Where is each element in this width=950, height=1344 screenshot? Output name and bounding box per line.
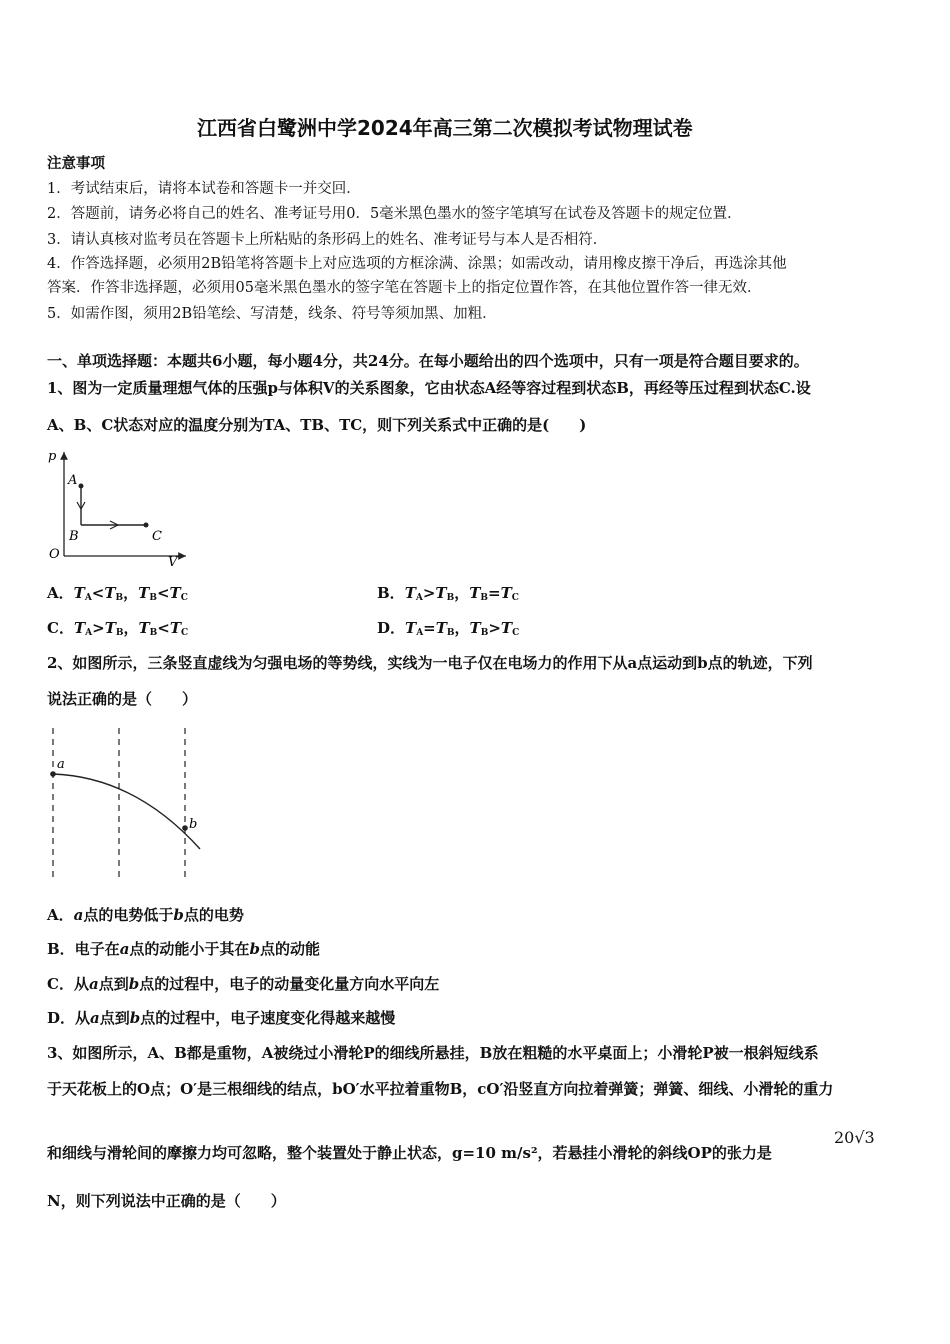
q3-stem-line: 和细线与滑轮间的摩擦力均可忽略，整个装置处于静止状态，g=10 m/s²，若悬挂小滑轮的斜线OP的张力是 xyxy=(47,1144,772,1162)
q2-stem-line: 说法正确的是（ ） xyxy=(47,690,198,708)
point-a xyxy=(79,484,84,489)
q2-option-b[interactable]: B．电子在a点的动能小于其在b点的动能 xyxy=(47,940,320,958)
origin-label: O xyxy=(49,547,60,562)
label-c: C xyxy=(152,529,162,544)
notice-item: 4．作答选择题，必须用2B铅笔将答题卡上对应选项的方框涂满、涂黑；如需改动，请用橡皮擦干净后，再选涂其他 xyxy=(47,256,787,272)
label-b: b xyxy=(189,817,198,832)
q3-stem-line: 3、如图所示，A、B都是重物，A被绕过小滑轮P的细线所悬挂，B放在粗糙的水平桌面上；小滑轮P被一根斜短线系 xyxy=(47,1044,819,1062)
q2-option-c[interactable]: C．从a点到b点的过程中，电子的动量变化量方向水平向左 xyxy=(47,975,440,993)
tension-value: 20√3 xyxy=(834,1128,875,1147)
v-axis-label: V xyxy=(168,555,178,570)
page-title: 江西省白鹭洲中学2024年高三第二次模拟考试物理试卷 xyxy=(197,116,693,140)
q2-option-a[interactable]: A．a点的电势低于b点的电势 xyxy=(47,906,244,924)
point-c xyxy=(144,523,149,528)
q2-stem-line: 2、如图所示，三条竖直虚线为匀强电场的等势线，实线为一电子仅在电场力的作用下从a点运动到b点的轨迹，下列 xyxy=(47,654,813,672)
field-diagram xyxy=(40,722,215,882)
notice-item: 1．考试结束后，请将本试卷和答题卡一并交回． xyxy=(47,181,361,197)
q1-option-c[interactable]: C．$T_A>T_B$，$T_B<T_C$ xyxy=(47,619,189,638)
notice-item: 2．答题前，请务必将自己的姓名、准考证号用0．5毫米黑色墨水的签字笔填写在试卷及答题卡的规定位置． xyxy=(47,206,742,222)
q1-stem-line: 1、图为一定质量理想气体的压强p与体积V的关系图象，它由状态A经等容过程到状态B，再经等压过程到状态C.设 xyxy=(47,379,811,397)
label-a: a xyxy=(57,757,65,772)
label-b: B xyxy=(69,529,79,544)
q2-option-d[interactable]: D．从a点到b点的过程中，电子速度变化得越来越慢 xyxy=(47,1009,396,1027)
q1-stem-line: A、B、C状态对应的温度分别为TA、TB、TC，则下列关系式中正确的是( ) xyxy=(47,416,587,434)
notice-item: 答案．作答非选择题，必须用05毫米黑色墨水的签字笔在答题卡上的指定位置作答，在其他位置作答一律无效． xyxy=(47,280,762,296)
q3-stem-line: N，则下列说法中正确的是（ ） xyxy=(47,1192,286,1210)
point-b xyxy=(182,825,188,831)
section-heading: 一、单项选择题：本题共6小题，每小题4分，共24分。在每小题给出的四个选项中，只有一项是符合题目要求的。 xyxy=(47,352,809,370)
p-axis-label: p xyxy=(48,449,57,464)
notice-heading: 注意事项 xyxy=(47,155,105,172)
q1-option-d[interactable]: D．$T_A=T_B$，$T_B>T_C$ xyxy=(377,619,520,638)
point-a xyxy=(50,771,56,777)
notice-item: 5．如需作图，须用2B铅笔绘、写清楚，线条、符号等须加黑、加粗． xyxy=(47,306,497,322)
pv-graph xyxy=(40,444,200,574)
electron-trajectory xyxy=(53,774,200,849)
q3-stem-line: 于天花板上的O点；O′是三根细线的结点，bO′水平拉着重物B，cO′沿竖直方向拉着弹簧；弹簧、细线、小滑轮的重力 xyxy=(47,1080,834,1098)
q1-option-b[interactable]: B．$T_A>T_B$，$T_B=T_C$ xyxy=(377,584,519,603)
q1-option-a[interactable]: A．$T_A<T_B$，$T_B<T_C$ xyxy=(47,584,188,603)
label-a: A xyxy=(68,473,78,488)
notice-item: 3．请认真核对监考员在答题卡上所粘贴的条形码上的姓名、准考证号与本人是否相符． xyxy=(47,232,608,248)
